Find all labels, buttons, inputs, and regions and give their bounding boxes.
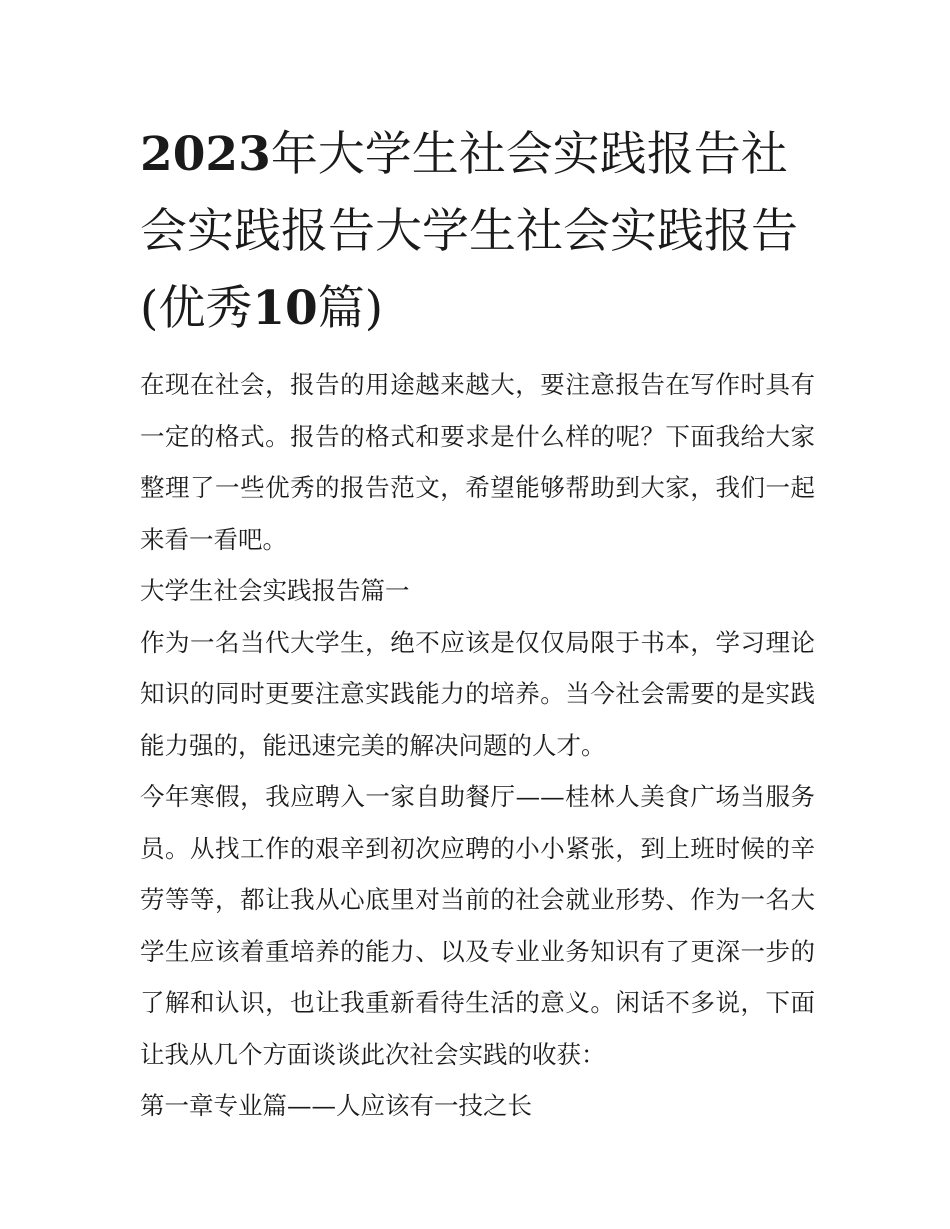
chapter-heading: 第一章专业篇——人应该有一技之长	[140, 1091, 532, 1120]
document-page	[140, 116, 815, 1132]
title-end: 篇)	[317, 281, 384, 336]
title-count: 10	[252, 281, 318, 336]
title-main: 年大学生社会实践报告社会实践报告大学生社会实践报告(优秀	[140, 127, 798, 336]
title-year: 2023	[140, 127, 271, 182]
body-paragraph: 作为一名当代大学生，绝不应该是仅仅局限于书本，学习理论知识的同时更要注意实践能力的培养。当今社会需要的是实践能力强的，能迅速完美的解决问题的人才。	[140, 627, 815, 760]
document-title	[140, 116, 815, 347]
section-heading-part-one: 大学生社会实践报告篇一	[140, 576, 410, 605]
body-paragraph: 今年寒假，我应聘入一家自助餐厅——桂林人美食广场当服务员。从找工作的艰辛到初次应聘的小小紧张，到上班时候的辛劳等等，都让我从心底里对当前的社会就业形势、作为一名大学生应该着重培养的能力、以及专业业务知识有了更深一步的了解和认识，也让我重新看待生活的意义。闲话不多说，下面让我从几个方面谈谈此次社会实践的收获：	[140, 782, 815, 1069]
intro-paragraph: 在现在社会，报告的用途越来越大，要注意报告在写作时具有一定的格式。报告的格式和要求是什么样的呢？下面我给大家整理了一些优秀的报告范文，希望能够帮助到大家，我们一起来看一看吧。	[140, 370, 815, 554]
